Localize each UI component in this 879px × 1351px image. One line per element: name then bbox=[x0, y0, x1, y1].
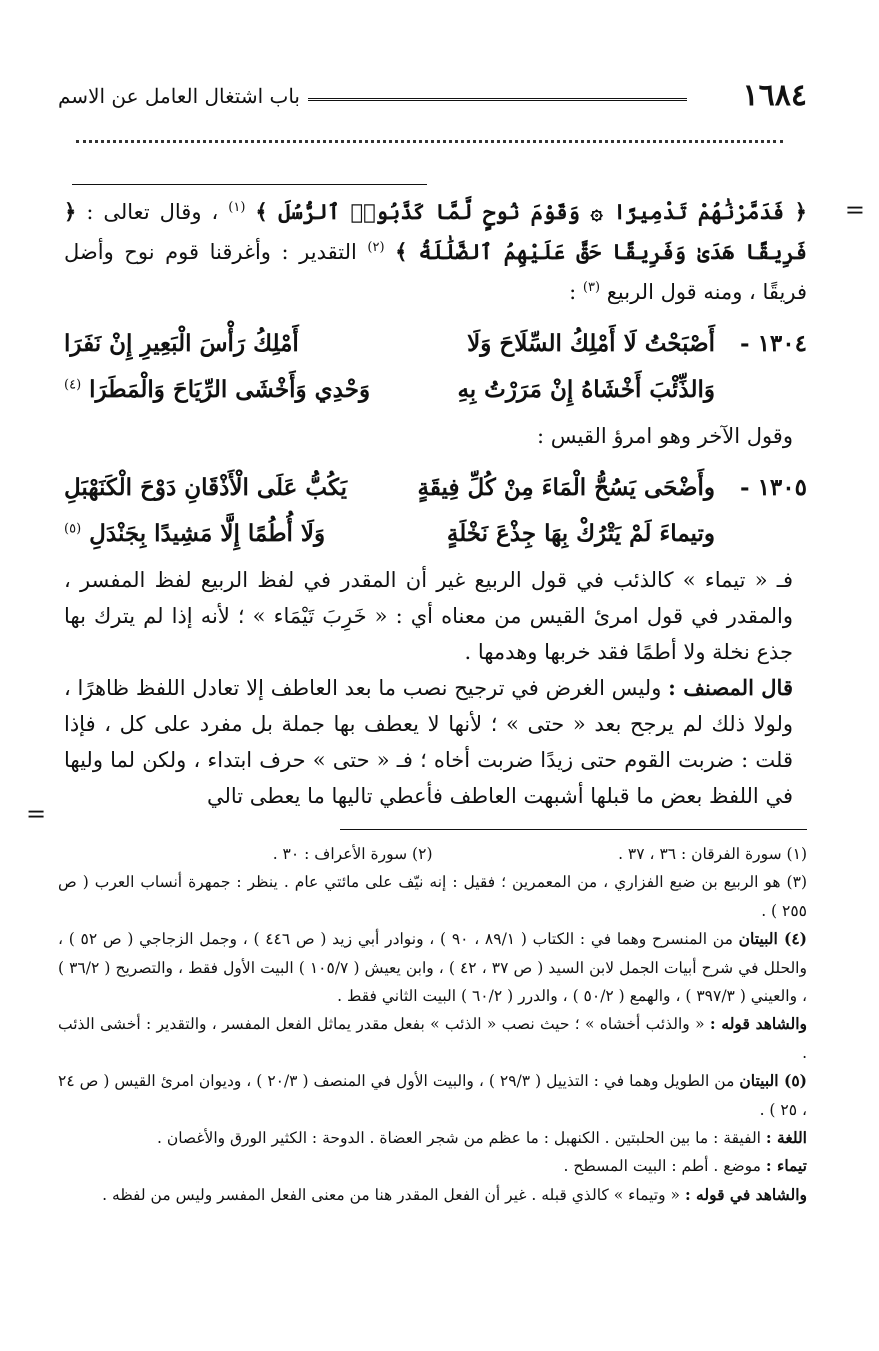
footnote-ref-4: (٤) bbox=[64, 376, 82, 392]
page-header bbox=[58, 78, 807, 118]
chapter-title: باب اشتغال العامل عن الاسم bbox=[58, 84, 300, 108]
verse-hemistich-first: وتيماءَ لَمْ يَتْرُكْ بِهَا جِذْعَ نَخْلَةٍ bbox=[446, 519, 715, 547]
footnote-2: (٢) سورة الأعراف : ٣٠ . bbox=[272, 845, 433, 863]
verse-hemistich-text: وَلَا أُطُمًا إِلَّا مَشِيدًا بِجَنْدَلِ bbox=[89, 519, 326, 547]
footnote-ref-3: (٣) bbox=[582, 280, 601, 295]
verse-line bbox=[64, 320, 807, 366]
footnotes bbox=[58, 840, 807, 1209]
verse-hemistich-text: وَحْدِي وَأَخْشَى الرِّيَاحَ وَالْمَطَرَا bbox=[89, 375, 371, 403]
tayma-body: موضع . أطم : البيت المسطح . bbox=[563, 1157, 761, 1176]
dotted-separator bbox=[76, 140, 783, 143]
verse-hemistich-second: أَمْلِكُ رَأْسَ الْبَعِيرِ إِنْ نَفَرَا bbox=[64, 329, 299, 357]
page-number: ١٦٨٤ bbox=[742, 78, 807, 113]
quran-quote-2: ﴿ فَرِيقًا هَدَىٰ وَفَرِيقًا حَقَّ عَلَيْهِمُ ٱلضَّلَٰلَةُ ﴾ bbox=[64, 199, 807, 264]
footnote-row bbox=[58, 840, 807, 868]
footnote-ref-5: (٥) bbox=[64, 520, 82, 536]
verse-hemistich-first: وَالذِّئْبَ أَخْشَاهُ إِنْ مَرَرْتُ بِهِ bbox=[457, 375, 715, 403]
footnote-4 bbox=[58, 925, 807, 1010]
footnote-witness-2 bbox=[58, 1181, 807, 1209]
tayma-lead: تيماء : bbox=[765, 1156, 807, 1176]
verse-number: ١٣٠٤ - bbox=[740, 329, 807, 357]
footnote-5 bbox=[58, 1067, 807, 1124]
witness2-lead: والشاهد في قوله : bbox=[684, 1184, 807, 1204]
author-lead: قال المصنف : bbox=[668, 675, 793, 700]
verse-line bbox=[64, 464, 807, 510]
footnote-4-body: من المنسرح وهما في : الكتاب ( ٨٩/١ ، ٩٠ ) ، ونوادر أبي زيد ( ص ٤٤٦ ) ، وجمل الزجاجي ( ص ٥٢ ) ، والحلل في شرح أبيات الجمل لابن السيد ( ص ٣٧ ، ٤٢ ) ، وابن يعيش ( ١٠٥/٧ ) البيت الأول فقط ، والتصريح ( ٣٦/٢ ) ، والعيني ( ٣٩٧/٣ ) ، والهمع ( ٥٠/٢ ) ، والدرر ( ٦٠/٢ ) البيت الثاني فقط . bbox=[58, 930, 807, 1006]
verse-hemistich-first: وأَضْحَى يَسُحُّ الْمَاءَ مِنْ كُلِّ فِيقَةٍ bbox=[417, 473, 715, 501]
paragraph-author bbox=[64, 670, 807, 814]
other-poet-intro: وقول الآخر وهو امرؤ القيس : bbox=[537, 424, 793, 448]
footnote-ref-1: (١) bbox=[228, 200, 246, 215]
verse-line bbox=[64, 510, 807, 556]
main-text bbox=[64, 190, 865, 814]
author-body: وليس الغرض في ترجيح نصب ما بعد العاطف إلا تعادل اللفظ ظاهرًا ، ولولا ذلك لم يرجح بعد « حتى » ؛ لأنها لا يعطف بها جملة بل مفرد على كل ، فإذا قلت : ضربت القوم حتى زيدًا ضربت أخاه ؛ فـ « حتى » حرف ابتداء ، ولكن لما وليها في اللفظ بعض ما قبلها أشبهت العاطف فأعطي تاليها ما يعطى تالي bbox=[64, 676, 793, 808]
verse-1304 bbox=[64, 320, 807, 412]
verse-hemistich-first: أَصْبَحْتُ لَا أَمْلِكُ السِّلَاحَ وَلَا bbox=[467, 329, 715, 357]
continuation-mark-bottom: = bbox=[26, 800, 47, 828]
verse-hemistich-second bbox=[64, 376, 390, 403]
witness-body: « والذئب أخشاه » ؛ حيث نصب « الذئب » بفعل مقدر يماثل الفعل المفسر ، والتقدير : أخشى الذئب . bbox=[58, 1015, 807, 1062]
paragraph-tayma: فـ « تيماء » كالذئب في قول الربيع غير أن المقدر في لفظ الربيع لفظ المفسر ، والمقدر في قول امرئ القيس من معناه أي : « خَرِبَ تَيْمَاء » ؛ لأنه إذا لم يترك بها جذع نخلة ولا أطمًا فقد خربها وهدمها . bbox=[64, 568, 793, 664]
verse-hemistich-second bbox=[64, 520, 390, 547]
verse-hemistich-second: يَكُبُّ عَلَى الْأَذْقَانِ دَوْحَ الْكَنَهْبَلِ bbox=[64, 473, 348, 501]
intro-paragraph bbox=[64, 190, 807, 310]
footnote-3: (٣) هو الربيع بن ضبع الفزاري ، من المعمرين ؛ فقيل : إنه نيّف على مائتي عام . ينظر : جمهرة أنساب العرب ( ص ٢٥٥ ) . bbox=[58, 873, 807, 920]
witness-lead: والشاهد قوله : bbox=[709, 1014, 807, 1034]
footnote-1: (١) سورة الفرقان : ٣٦ ، ٣٧ . bbox=[618, 845, 807, 863]
footnote-rule bbox=[340, 829, 807, 830]
footnote-5-lead: (٥) البيتان bbox=[739, 1071, 807, 1091]
footnote-4-witness bbox=[58, 1010, 807, 1067]
top-rule bbox=[72, 184, 427, 185]
verse-line bbox=[64, 366, 807, 412]
continuation-mark: = bbox=[844, 196, 865, 224]
verse-1305 bbox=[64, 464, 807, 556]
footnote-tayma bbox=[58, 1152, 807, 1180]
lugha-body: الفيقة : ما بين الحلبتين . الكنهبل : ما عظم من شجر العضاة . الدوحة : الكثير الورق والأغصان . bbox=[156, 1129, 761, 1148]
footnote-ref-2: (٢) bbox=[367, 240, 385, 255]
footnote-4-lead: (٤) البيتان bbox=[738, 929, 807, 949]
verse-number: ١٣٠٥ - bbox=[740, 473, 807, 501]
witness2-body: « وتيماء » كالذي قبله . غير أن الفعل المقدر هنا من معنى الفعل المفسر وليس من لفظه . bbox=[102, 1185, 680, 1204]
intro-text-3: : bbox=[569, 280, 577, 304]
footnote-5-body: من الطويل وهما في : التذييل ( ٢٩/٣ ) ، والبيت الأول في المنصف ( ٢٠/٣ ) ، وديوان امرئ القيس ( ص ٢٤ ، ٢٥ ) . bbox=[58, 1072, 807, 1119]
intro-text-1: ، وقال تعالى : bbox=[86, 200, 219, 224]
intro-text-2: التقدير : وأغرقنا قوم نوح وأضل فريقًا ، ومنه قول الربيع bbox=[64, 240, 807, 304]
lugha-lead: اللغة : bbox=[765, 1128, 807, 1148]
header-rule bbox=[308, 98, 687, 101]
footnote-lugha bbox=[58, 1124, 807, 1152]
quran-quote-1: ﴿ فَدَمَّرْنَٰهُمْ تَدْمِيرًا ۞ وَقَوْمَ نُوحٍ لَّمَّا كَذَّبُوا۟ ٱلرُّسُلَ ﴾ bbox=[255, 199, 807, 224]
